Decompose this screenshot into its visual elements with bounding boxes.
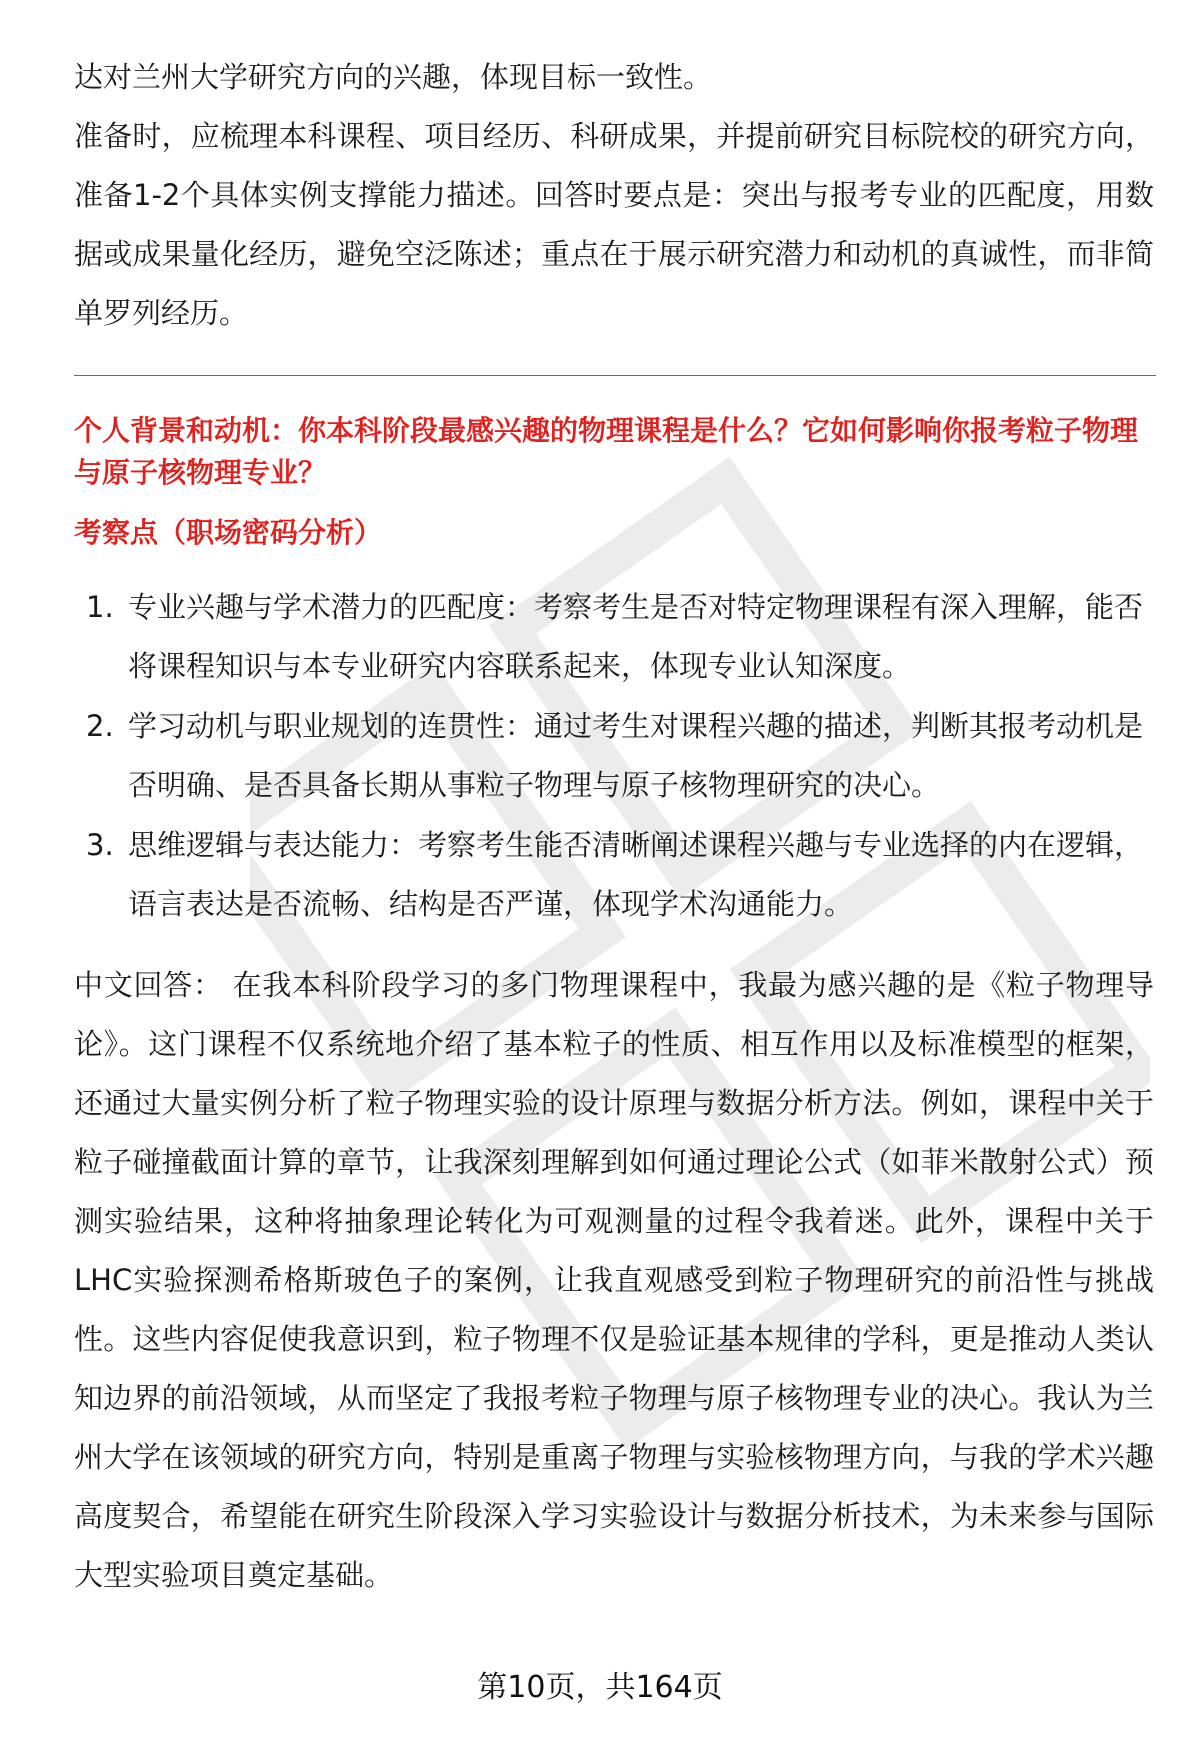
document-body [74, 48, 1154, 1605]
list-item-text: 学习动机与职业规划的连贯性：通过考生对课程兴趣的描述，判断其报考动机是否明确、是否具备长期从事粒子物理与原子核物理研究的决心。 [128, 709, 1144, 802]
prep-paragraph: 准备时，应梳理本科课程、项目经历、科研成果，并提前研究目标院校的研究方向，准备1-2个具体实例支撑能力描述。回答时要点是：突出与报考专业的匹配度，用数据或成果量化经历，避免空泛陈述；重点在于展示研究潜力和动机的真诚性，而非简单罗列经历。 [74, 119, 1154, 330]
list-item [74, 816, 1154, 934]
section-divider [74, 375, 1156, 376]
list-item-number: 3. [86, 828, 114, 862]
list-item-number: 2. [86, 709, 114, 743]
answer-paragraph: 中文回答： 在我本科阶段学习的多门物理课程中，我最为感兴趣的是《粒子物理导论》。这门课程不仅系统地介绍了基本粒子的性质、相互作用以及标准模型的框架，还通过大量实例分析了粒子物理实验的设计原理与数据分析方法。例如，课程中关于粒子碰撞截面计算的章节，让我深刻理解到如何通过理论公式（如菲米散射公式）预测实验结果，这种将抽象理论转化为可观测量的过程令我着迷。此外，课程中关于LHC实验探测希格斯玻色子的案例，让我直观感受到粒子物理研究的前沿性与挑战性。这些内容促使我意识到，粒子物理不仅是验证基本规律的学科，更是推动人类认知边界的前沿领域，从而坚定了我报考粒子物理与原子核物理专业的决心。我认为兰州大学在该领域的研究方向，特别是重离子物理与实验核物理方向，与我的学术兴趣高度契合，希望能在研究生阶段深入学习实验设计与数据分析技术，为未来参与国际大型实验项目奠定基础。 [74, 968, 1154, 1592]
list-item [74, 578, 1154, 696]
assessment-points-list [74, 578, 1154, 934]
list-item [74, 697, 1154, 815]
intro-line: 达对兰州大学研究方向的兴趣，体现目标一致性。 [74, 60, 713, 94]
list-item-text: 专业兴趣与学术潜力的匹配度：考察考生是否对特定物理课程有深入理解，能否将课程知识与本专业研究内容联系起来，体现专业认知深度。 [128, 590, 1144, 683]
question-heading: 个人背景和动机：你本科阶段最感兴趣的物理课程是什么？它如何影响你报考粒子物理与原子核物理专业？ [74, 414, 1139, 489]
assessment-subheading: 考察点（职场密码分析） [74, 516, 383, 549]
list-item-text: 思维逻辑与表达能力：考察考生能否清晰阐述课程兴趣与专业选择的内在逻辑，语言表达是否流畅、结构是否严谨，体现学术沟通能力。 [128, 828, 1144, 921]
page-number: 第10页，共164页 [477, 1670, 723, 1705]
list-item-number: 1. [86, 590, 114, 624]
